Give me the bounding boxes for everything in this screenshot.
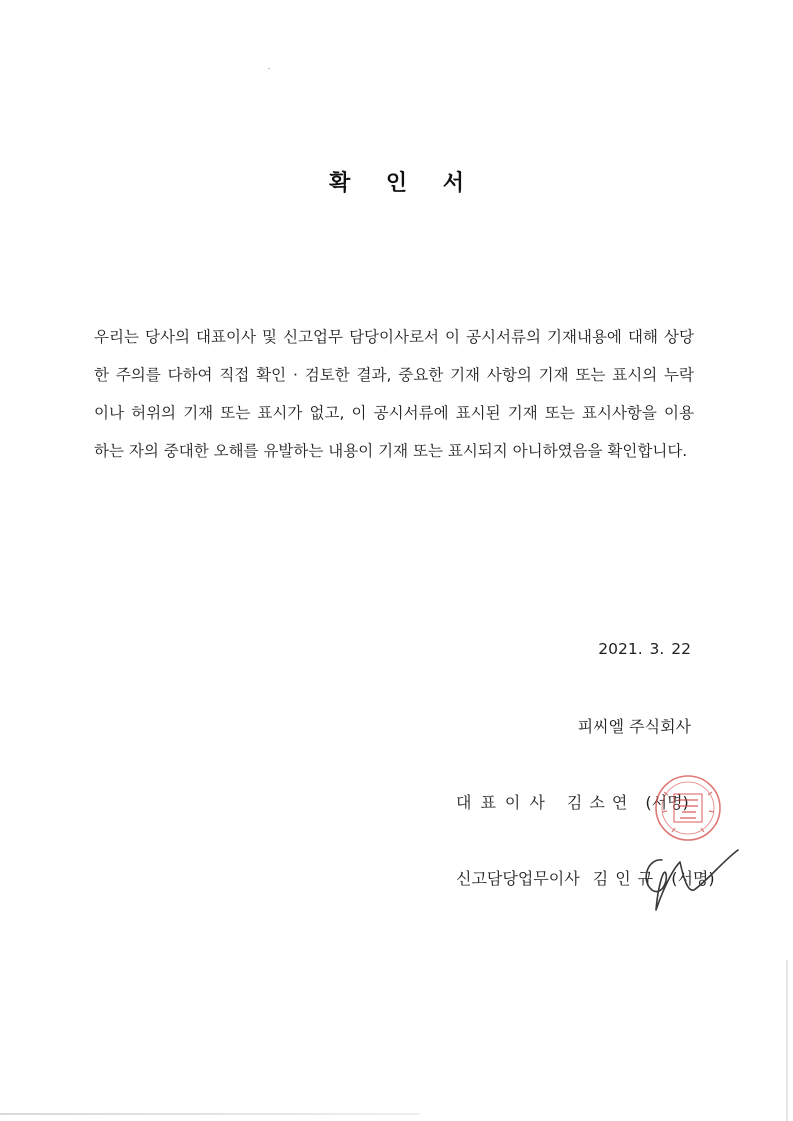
statement-line: 우리는 당사의 대표이사 및 신고업무 담당이사로서 이 공시서류의 기재내용에 대해 상당 [94,328,694,346]
document-title: 확 인 서 [328,171,479,196]
handwritten-signature [618,840,748,920]
company-seal-stamp [652,772,724,844]
representative-name: 김소연 [566,793,635,812]
representative-sign-label: (서명) [645,793,689,812]
reporting-officer-sign-label: (서명) [671,869,715,888]
scan-speck [268,68,270,69]
statement-line: 하는 자의 중대한 오해를 유발하는 내용이 기재 또는 표시되지 아니하였음을 확인합니다. [94,442,688,460]
company-name: 피씨엘 주식회사 [577,717,691,736]
reporting-officer-name: 김인규 [592,869,661,888]
scan-edge [786,960,788,1121]
reporting-officer-role: 신고담당업무이사 [456,869,580,888]
confirmation-statement [94,318,694,470]
document-date: 2021. 3. 22 [598,640,691,658]
statement-line: 한 주의를 다하여 직접 확인 · 검토한 결과, 중요한 기재 사항의 기재 또는 표시의 누락 [94,366,694,384]
statement-line: 이나 허위의 기재 또는 표시가 없고, 이 공시서류에 표시된 기재 또는 표시사항을 이용 [94,404,694,422]
scan-edge [0,1113,420,1115]
representative-role: 대표이사 [456,793,554,812]
